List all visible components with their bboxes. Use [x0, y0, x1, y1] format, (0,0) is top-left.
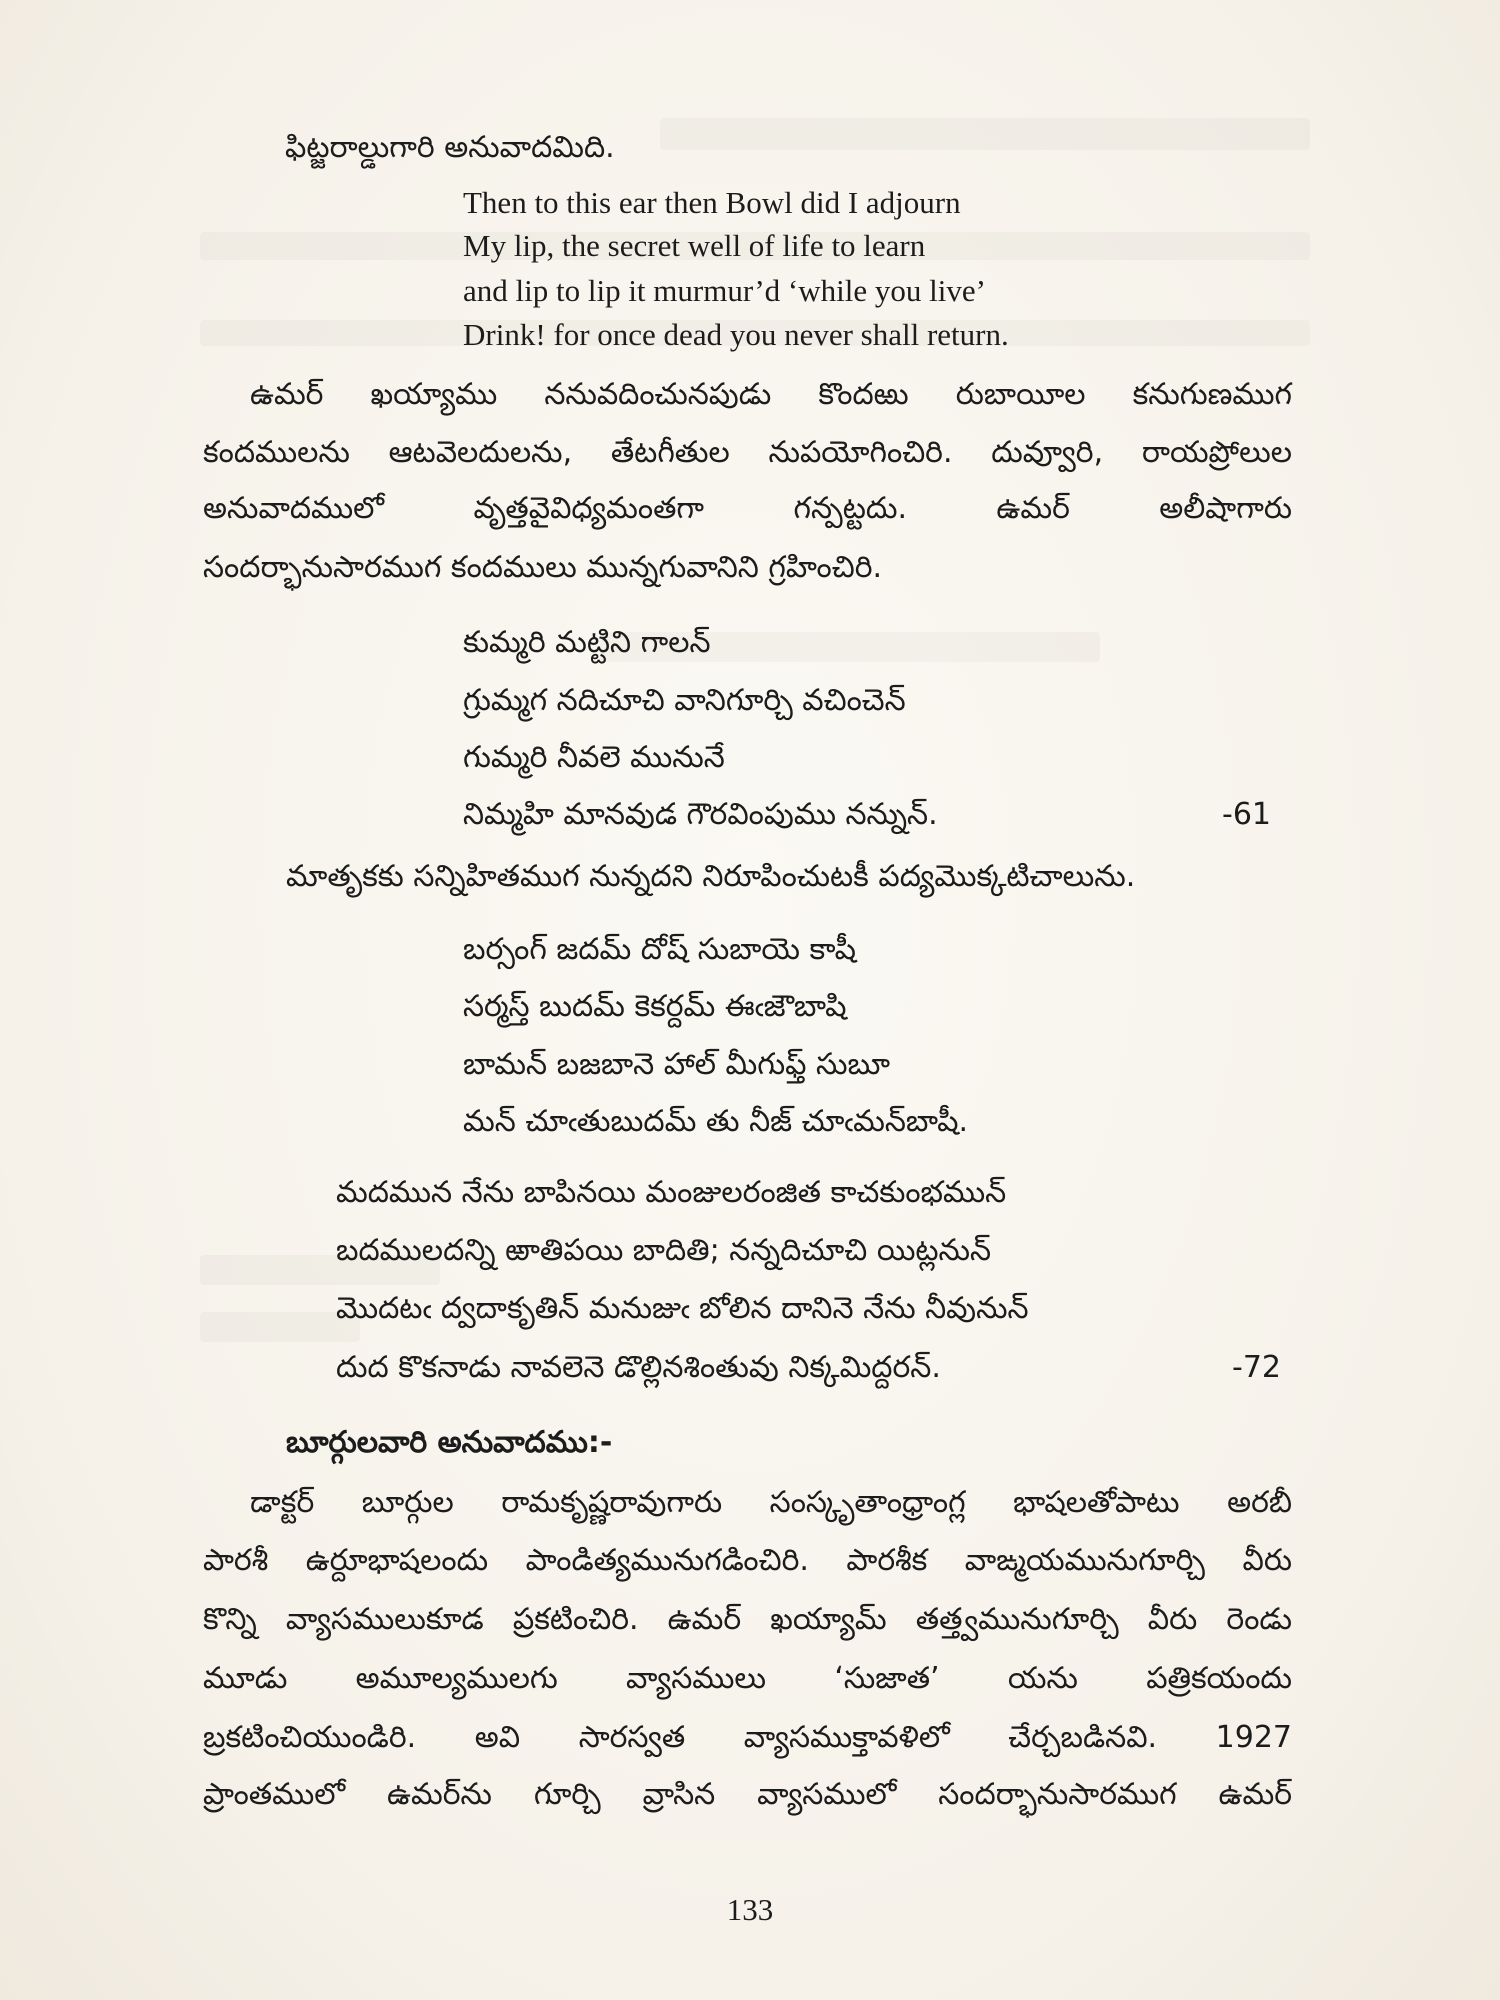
page-number: 133: [726, 1892, 774, 1927]
paragraph-line: బ్రకటించియుండిరి. అవి సారస్వత వ్యాసముక్తావళిలో చేర్చబడినవి. 1927: [203, 1720, 1292, 1755]
paragraph-line: డాక్టర్ బూర్గుల రామకృష్ణరావుగారు సంస్కృతాంధ్రాంగ్ల భాషలతోపాటు అరబీ: [250, 1485, 1292, 1520]
poem-line: మదమున నేను బాపినయి మంజులరంజిత కాచకుంభమున్: [336, 1175, 1007, 1210]
persian-verse-line: బామన్ బజబానె హాల్ మీగుఫ్త్ సుబూ: [463, 1047, 891, 1082]
poem-line: గ్రుమ్మగ నదిచూచి వానిగూర్చి వచించెన్: [463, 683, 906, 718]
paragraph-line: కందములను ఆటవెలదులను, తేటగీతుల నుపయోగించిరి. దువ్వూరి, రాయప్రోలుల: [203, 435, 1292, 470]
english-verse-line: Then to this ear then Bowl did I adjourn: [463, 185, 961, 220]
paragraph-line: కొన్ని వ్యాసములుకూడ ప్రకటించిరి. ఉమర్ ఖయ్యామ్ తత్త్వమునుగూర్చి వీరు రెండు: [203, 1602, 1292, 1637]
verse-number: -72: [1232, 1350, 1281, 1385]
paragraph-line: సందర్భానుసారముగ కందములు మున్నగువానిని గ్రహించిరి.: [203, 550, 883, 585]
poem-line: కుమ్మరి మట్టిని గాలన్: [463, 625, 711, 660]
intro-line: ఫిట్జరాల్డుగారి అనువాదమిది.: [285, 130, 615, 165]
paragraph-line: మూడు అమూల్యములగు వ్యాసములు ‘సుజాత’ యను పత్రికయందు: [203, 1661, 1292, 1696]
paragraph-line: ఉమర్ ఖయ్యాము ననువదించునపుడు కొందఱు రుబాయీల కనుగుణముగ: [250, 377, 1292, 412]
poem-line: దుద కొకనాడు నావలెనె డొల్లినశింతువు నిక్కమిద్దరన్.: [336, 1350, 941, 1385]
persian-verse-line: మన్ చూఁతుబుదమ్ తు నీజ్ చూఁమన్‌బాషీ.: [463, 1104, 969, 1139]
poem-line: నిమ్మహి మానవుడ గౌరవింపుము నన్నున్.: [463, 797, 938, 832]
english-verse-line: My lip, the secret well of life to learn: [463, 228, 926, 263]
poem-line: మొదటఁ ద్వదాకృతిన్ మనుజుఁ బోలిన దానినె నేను నీవునున్: [336, 1291, 1029, 1326]
paragraph-line: పారశీ ఉర్దూభాషలందు పాండిత్యమునుగడించిరి. పారశీక వాఙ్మయమునుగూర్చి వీరు: [203, 1543, 1292, 1578]
section-heading: బూర్గులవారి అనువాదము:-: [286, 1425, 613, 1460]
paragraph-line: మాతృకకు సన్నిహితముగ నున్నదని నిరూపించుటకీ పద్యమొక్కటిచాలును.: [286, 859, 1136, 894]
english-verse-line: Drink! for once dead you never shall return.: [463, 317, 1009, 352]
poem-line: బదములదన్ని ఱాతిపయి బాదితి; నన్నదిచూచి యిట్లనున్: [336, 1233, 992, 1268]
poem-line: గుమ్మరి నీవలె మునునే: [463, 740, 725, 775]
verse-number: -61: [1222, 797, 1271, 832]
persian-verse-line: సర్మస్త్ బుదమ్ కెకర్దమ్ ఈఁజౌబాషి: [463, 989, 847, 1024]
paragraph-line: ప్రాంతములో ఉమర్‌ను గూర్చి వ్రాసిన వ్యాసములో సందర్భానుసారముగ ఉమర్: [203, 1777, 1292, 1812]
paragraph-line: అనువాదములో వృత్తవైవిధ్యమంతగా గన్పట్టదు. ఉమర్ అలీషాగారు: [203, 491, 1292, 526]
english-verse-line: and lip to lip it murmur’d ‘while you live’: [463, 273, 986, 308]
show-through-marks: [660, 118, 1310, 150]
persian-verse-line: బర్సంగ్ జదమ్ దోష్ సుబాయె కాషీ: [463, 932, 856, 967]
